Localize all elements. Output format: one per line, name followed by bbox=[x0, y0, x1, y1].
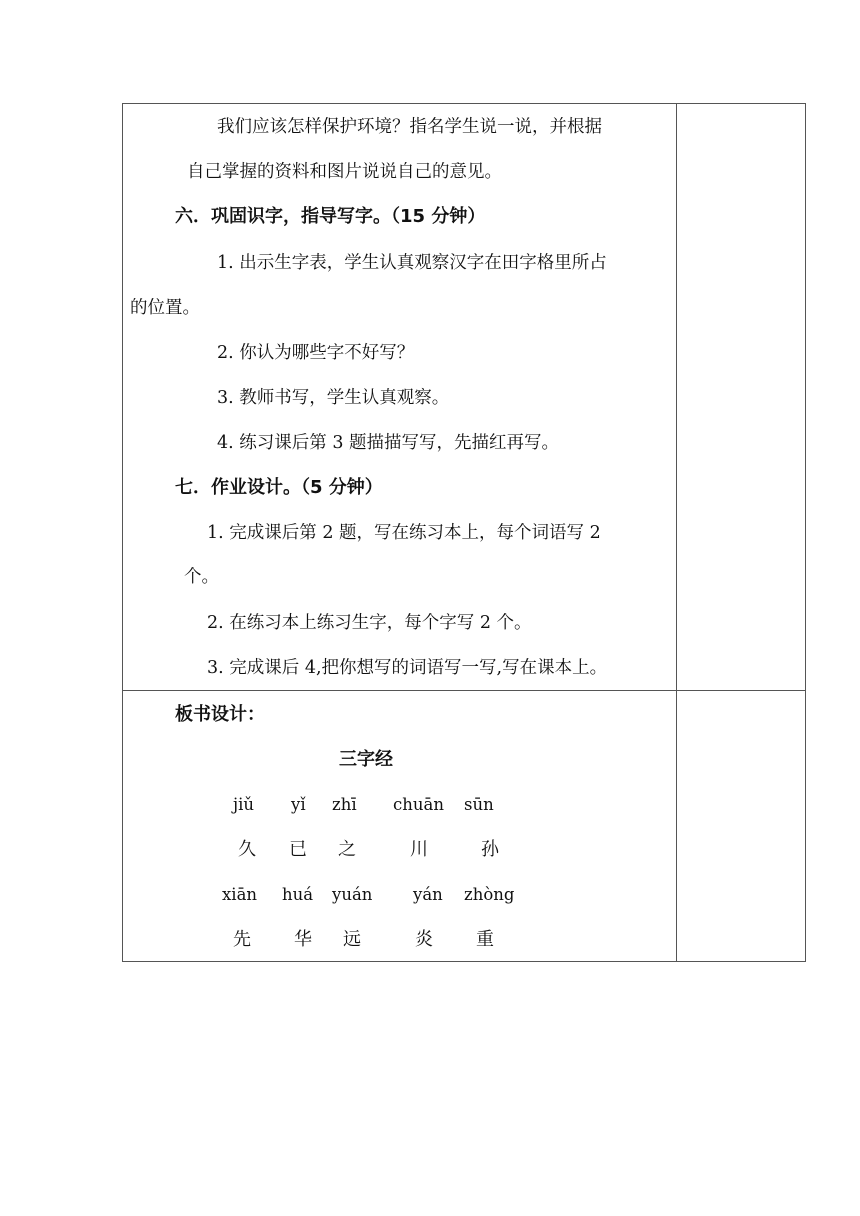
pinyin-xian: xiān bbox=[222, 885, 258, 904]
hanzi-yi: 已 bbox=[289, 839, 307, 860]
hanzi-hua: 华 bbox=[294, 929, 312, 950]
pinyin-hua: huá bbox=[282, 885, 314, 904]
hanzi-xian: 先 bbox=[233, 929, 251, 950]
board-title: 三字经 bbox=[339, 749, 393, 770]
hanzi-yuan: 远 bbox=[343, 929, 361, 950]
section6-item1-line1: 1. 出示生字表，学生认真观察汉字在田字格里所占 bbox=[217, 253, 607, 273]
pinyin-yan: yán bbox=[413, 885, 443, 904]
pinyin-chuan: chuān bbox=[393, 795, 444, 814]
env-question-line2: 自己掌握的资料和图片说说自己的意见。 bbox=[187, 162, 502, 182]
pinyin-yuan: yuán bbox=[332, 885, 373, 904]
hanzi-zhi: 之 bbox=[338, 839, 356, 860]
pinyin-zhi: zhī bbox=[332, 795, 357, 814]
hanzi-chuan: 川 bbox=[410, 839, 428, 860]
pinyin-yi: yǐ bbox=[291, 795, 306, 814]
hanzi-yan: 炎 bbox=[415, 929, 433, 950]
section7-heading: 七．作业设计。（5 分钟） bbox=[175, 477, 383, 498]
section6-item2: 2. 你认为哪些字不好写？ bbox=[217, 343, 415, 363]
env-question-line1: 我们应该怎样保护环境？指名学生说一说，并根据 bbox=[217, 117, 602, 137]
row-divider bbox=[123, 690, 805, 691]
pinyin-zhong: zhòng bbox=[464, 885, 515, 904]
section7-item2: 2. 在练习本上练习生字，每个字写 2 个。 bbox=[207, 613, 532, 633]
section6-heading: 六．巩固识字，指导写字。（15 分钟） bbox=[175, 206, 486, 227]
section6-item1-line2: 的位置。 bbox=[130, 298, 200, 318]
board-label: 板书设计： bbox=[175, 704, 265, 725]
pinyin-sun: sūn bbox=[464, 795, 494, 814]
hanzi-sun: 孙 bbox=[481, 839, 499, 860]
section6-item3: 3. 教师书写，学生认真观察。 bbox=[217, 388, 450, 408]
pinyin-jiu: jiǔ bbox=[233, 795, 255, 814]
column-divider bbox=[676, 104, 677, 961]
section7-item1-line1: 1. 完成课后第 2 题，写在练习本上，每个词语写 2 bbox=[207, 523, 601, 543]
hanzi-jiu: 久 bbox=[238, 839, 256, 860]
section7-item1-line2: 个。 bbox=[184, 567, 219, 587]
section7-item3: 3. 完成课后 4,把你想写的词语写一写,写在课本上。 bbox=[207, 658, 608, 678]
section6-item4: 4. 练习课后第 3 题描描写写，先描红再写。 bbox=[217, 433, 560, 453]
hanzi-zhong: 重 bbox=[476, 929, 494, 950]
